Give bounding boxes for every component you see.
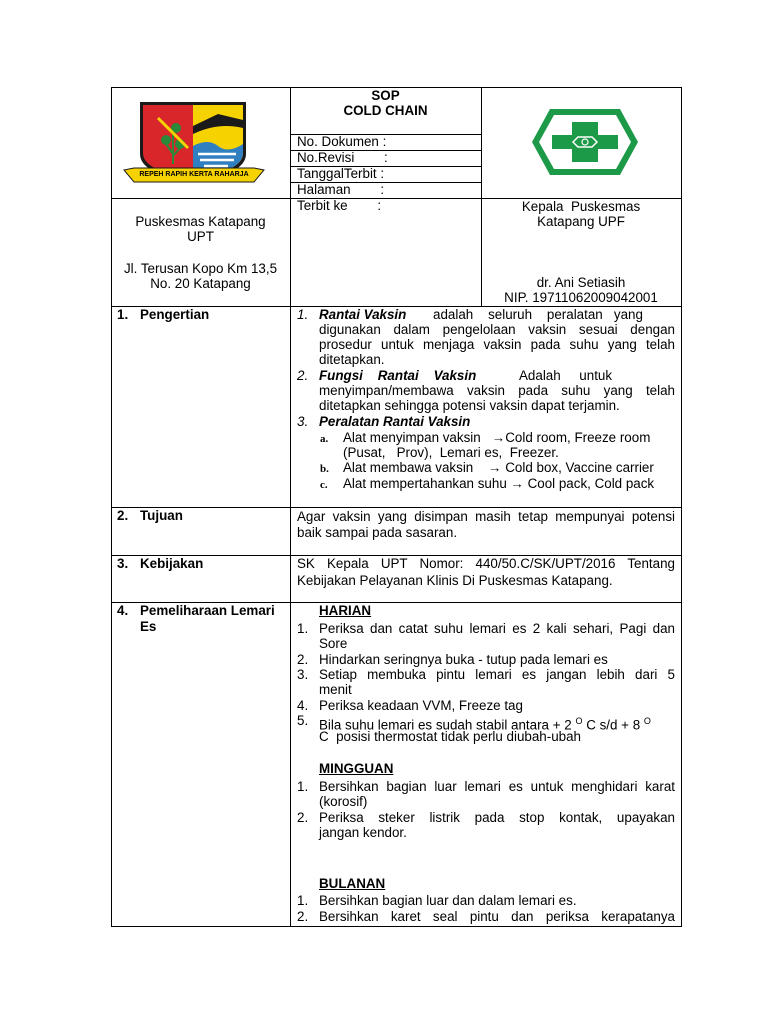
column-divider <box>290 87 291 927</box>
harian-5-line2: C posisi thermostat tidak perlu diubah-ubah <box>319 729 582 744</box>
section-number-3: 3. <box>117 556 129 571</box>
tujuan-line1: Agar vaksin yang disimpan masih tetap mempunyai potensi <box>297 509 675 524</box>
definition-1-line1-rest: adalah seluruh peralatan yang <box>433 307 643 322</box>
revision-label: No.Revisi : <box>297 150 388 165</box>
regency-logo <box>118 98 270 186</box>
harian-1-line1: Periksa dan catat suhu lemari es 2 kali sehari, Pagi dan <box>319 621 675 636</box>
org-name-line2: UPT <box>187 229 214 244</box>
kebijakan-line1: SK Kepala UPT Nomor: 440/50.C/SK/UPT/2016 Tentang <box>297 556 675 571</box>
definition-term-rantai-vaksin: Rantai Vaksin <box>319 307 407 322</box>
bulanan-number-1: 1. <box>297 893 309 908</box>
harian-5-text-b: C s/d + 8 <box>586 717 641 733</box>
definition-term-peralatan: Peralatan Rantai Vaksin <box>319 414 471 429</box>
head-title-line2: Katapang UPF <box>537 214 625 229</box>
logo-motto: REPEH RAPIH KERTA RAHARJA <box>139 171 249 178</box>
harian-number-2: 2. <box>297 652 309 667</box>
sublist-b-line1: Alat membawa vaksin → Cold box, Vaccine carrier <box>343 460 654 475</box>
definition-item-number-1: 1. <box>297 307 309 322</box>
definition-1-line3: prosedur untuk menjaga vaksin pada suhu yang telah <box>319 337 675 352</box>
row-divider-1 <box>111 507 682 508</box>
harian-1-line2: Sore <box>319 636 348 651</box>
mingguan-number-2: 2. <box>297 810 309 825</box>
definition-2-line3: ditetapkan sehingga potensi vaksin dapat terjamin. <box>319 398 620 413</box>
address-line2: No. 20 Katapang <box>150 276 251 291</box>
definition-2-line1-rest: Adalah untuk <box>519 368 613 383</box>
heading-harian: HARIAN <box>319 603 372 618</box>
mingguan-2-line2: jangan kendor. <box>319 825 407 840</box>
bulanan-2: Bersihkan karet seal pintu dan periksa kerapatanya <box>319 909 675 924</box>
sublist-label-b: b. <box>320 463 329 475</box>
harian-3-line2: menit <box>319 682 352 697</box>
section-label-pemeliharaan-line1: Pemeliharaan Lemari <box>140 603 275 618</box>
mingguan-1-line1: Bersihkan bagian luar lemari es untuk menghidari karat <box>319 779 675 794</box>
sublist-label-a: a. <box>320 433 329 445</box>
kebijakan-line2: Kebijakan Pelayanan Klinis Di Puskesmas Katapang. <box>297 573 613 588</box>
sublist-c-line1: Alat mempertahankan suhu → Cool pack, Cold pack <box>343 476 655 491</box>
section-label-pemeliharaan-line2: Es <box>140 619 157 634</box>
definition-term-fungsi-rantai-vaksin: Fungsi Rantai Vaksin <box>319 368 477 383</box>
mingguan-number-1: 1. <box>297 779 309 794</box>
harian-number-4: 4. <box>297 698 309 713</box>
sop-subtitle: COLD CHAIN <box>343 103 428 118</box>
definition-1-line4: ditetapkan. <box>319 352 385 367</box>
sublist-a-line1: Alat menyimpan vaksin →Cold room, Freeze room <box>343 430 651 445</box>
section-number-2: 2. <box>117 508 129 523</box>
harian-number-5: 5. <box>297 713 309 728</box>
bulanan-number-2: 2. <box>297 909 309 924</box>
org-name-line1: Puskesmas Katapang <box>135 214 266 229</box>
sublist-a-line2: (Pusat, Prov), Lemari es, Freezer. <box>343 445 559 460</box>
heading-mingguan: MINGGUAN <box>319 761 394 776</box>
table-border-left <box>111 87 112 927</box>
harian-number-3: 3. <box>297 667 309 682</box>
section-number-1: 1. <box>117 307 129 322</box>
header-column-divider <box>481 87 482 307</box>
definition-item-number-2: 2. <box>297 368 309 383</box>
puskesmas-logo <box>530 107 640 177</box>
page-label: Halaman : <box>297 182 385 197</box>
doc-number-label: No. Dokumen : <box>297 134 387 149</box>
edition-label: Terbit ke : <box>297 198 382 213</box>
head-name: dr. Ani Setiasih <box>536 275 626 290</box>
degree-symbol-1: O <box>575 716 583 726</box>
section-number-4: 4. <box>117 603 129 618</box>
heading-bulanan: BULANAN <box>319 876 386 891</box>
head-nip: NIP. 19711062009042001 <box>504 290 658 305</box>
definition-item-number-3: 3. <box>297 414 309 429</box>
section-label-tujuan: Tujuan <box>140 508 183 523</box>
mingguan-2-line1: Periksa steker listrik pada stop kontak, upayakan <box>319 810 675 825</box>
degree-symbol-2: O <box>643 716 651 726</box>
definition-2-line2: menyimpan/membawa vaksin pada suhu yang telah <box>319 383 675 398</box>
address-line1: Jl. Terusan Kopo Km 13,5 <box>123 261 278 276</box>
table-border-right <box>681 87 682 927</box>
harian-number-1: 1. <box>297 621 309 636</box>
table-border-bottom <box>111 926 682 927</box>
harian-3-line1: Setiap membuka pintu lemari es jangan lebih dari 5 <box>319 667 675 682</box>
sublist-label-c: c. <box>320 479 328 491</box>
mingguan-1-line2: (korosif) <box>319 794 368 809</box>
issue-date-label: TanggalTerbit : <box>297 166 385 181</box>
sop-title: SOP <box>371 88 400 103</box>
harian-5-text-a: Bila suhu lemari es sudah stabil antara + 2 <box>319 717 572 733</box>
harian-2: Hindarkan seringnya buka - tutup pada lemari es <box>319 652 608 667</box>
definition-1-line2: digunakan dalam pengelolaan vaksin sesuai dengan <box>319 322 675 337</box>
bulanan-1: Bersihkan bagian luar dan dalam lemari es. <box>319 893 577 908</box>
harian-4: Periksa keadaan VVM, Freeze tag <box>319 698 523 713</box>
tujuan-line2: baik sampai pada sasaran. <box>297 525 458 540</box>
section-label-pengertian: Pengertian <box>140 307 210 322</box>
head-title-line1: Kepala Puskesmas <box>521 199 641 214</box>
section-label-kebijakan: Kebijakan <box>140 556 204 571</box>
